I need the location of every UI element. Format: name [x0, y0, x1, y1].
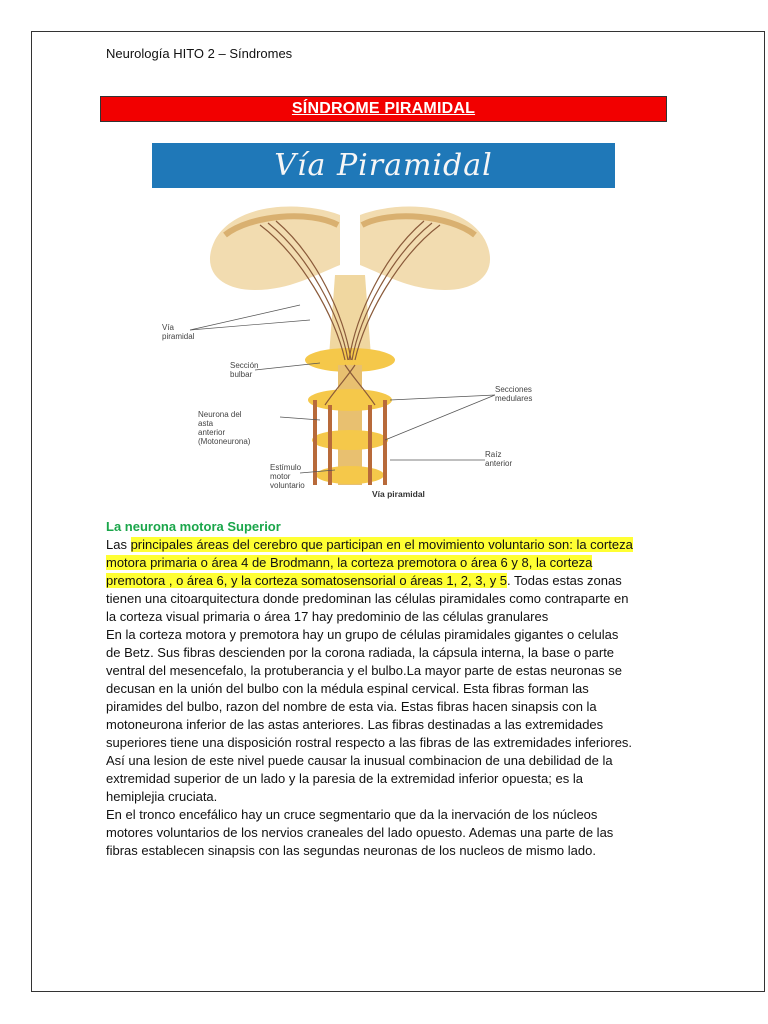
document-body — [106, 518, 636, 860]
p1-highlight: principales áreas del cerebro que participan en el movimiento voluntario son: la corteza motora primaria o área 4 de Brodmann, la corteza premotora o área 6 y 8, la corteza premotora , o área 6, y la corteza somatosensorial o áreas 1, 2, 3, y 5 — [106, 537, 633, 588]
label-neurona: Neurona del — [198, 410, 242, 419]
label-motor: motor — [270, 472, 291, 481]
paragraph-2: En la corteza motora y premotora hay un grupo de células piramidales gigantes o celulas de Betz. Sus fibras descienden por la corona radiada, la cápsula interna, la base o parte ventral del mesencefalo, la protuberancia y el bulbo.La mayor parte de estas neuronas se decusan en la unión del bulbo con la médula espinal cervical. Esta fibras forman las piramides del bulbo, razon del nombre de esta via. Estas fibras hacen sinapsis con la motoneurona inferior de las astas anteriores. Las fibras destinadas a las extremidades superiores tiene una disposición rostral respecto a las fibras de las extremidades inferiores. Así una lesion de este nivel puede causar la inusual combinacion de una debilidad de la extremidad superior de un lado y la paresia de la extremidad inferior opuesta; es la hemiplejia cruciata. — [106, 627, 633, 804]
label-estimulo: Estímulo — [270, 463, 302, 472]
label-via: Vía — [162, 323, 175, 332]
label-medulares: medulares — [495, 394, 533, 403]
label-raiz: Raíz — [485, 450, 502, 459]
label-seccion: Sección — [230, 361, 259, 370]
page-header: Neurología HITO 2 – Síndromes — [106, 46, 293, 61]
section-title: SÍNDROME PIRAMIDAL — [291, 100, 476, 117]
section-title-bar — [100, 96, 667, 122]
label-motoneurona: (Motoneurona) — [198, 437, 251, 446]
label-raiz-anterior: anterior — [485, 459, 513, 468]
label-asta: asta — [198, 419, 214, 428]
pyramidal-pathway-illustration — [150, 195, 550, 505]
label-secciones: Secciones — [495, 385, 532, 394]
paragraph-1 — [106, 536, 636, 626]
pathway-diagram — [150, 195, 550, 505]
label-bulbar: bulbar — [230, 370, 253, 379]
p1-start: Las — [106, 537, 131, 552]
p1-end: . Todas estas zonas tienen una citoarquitectura donde predominan las células piramidales como contraparte en la corteza visual primaria o área 17 hay predominio de las células granulares — [106, 573, 629, 624]
figure-banner — [152, 143, 615, 188]
paragraph-3: En el tronco encefálico hay un cruce segmentario que da la inervación de los núcleos motores voluntarios de los nervios craneales del lado opuesto. Ademas una parte de las fibras establecen sinapsis con las segundas neuronas de los nucleos de mismo lado. — [106, 807, 614, 858]
subheading: La neurona motora Superior — [106, 519, 281, 534]
label-piramidal: piramidal — [162, 332, 195, 341]
banner-title: Vía Piramidal — [274, 148, 493, 183]
label-voluntario: voluntario — [270, 481, 305, 490]
figure-caption: Vía piramidal — [372, 489, 425, 499]
label-anterior: anterior — [198, 428, 226, 437]
